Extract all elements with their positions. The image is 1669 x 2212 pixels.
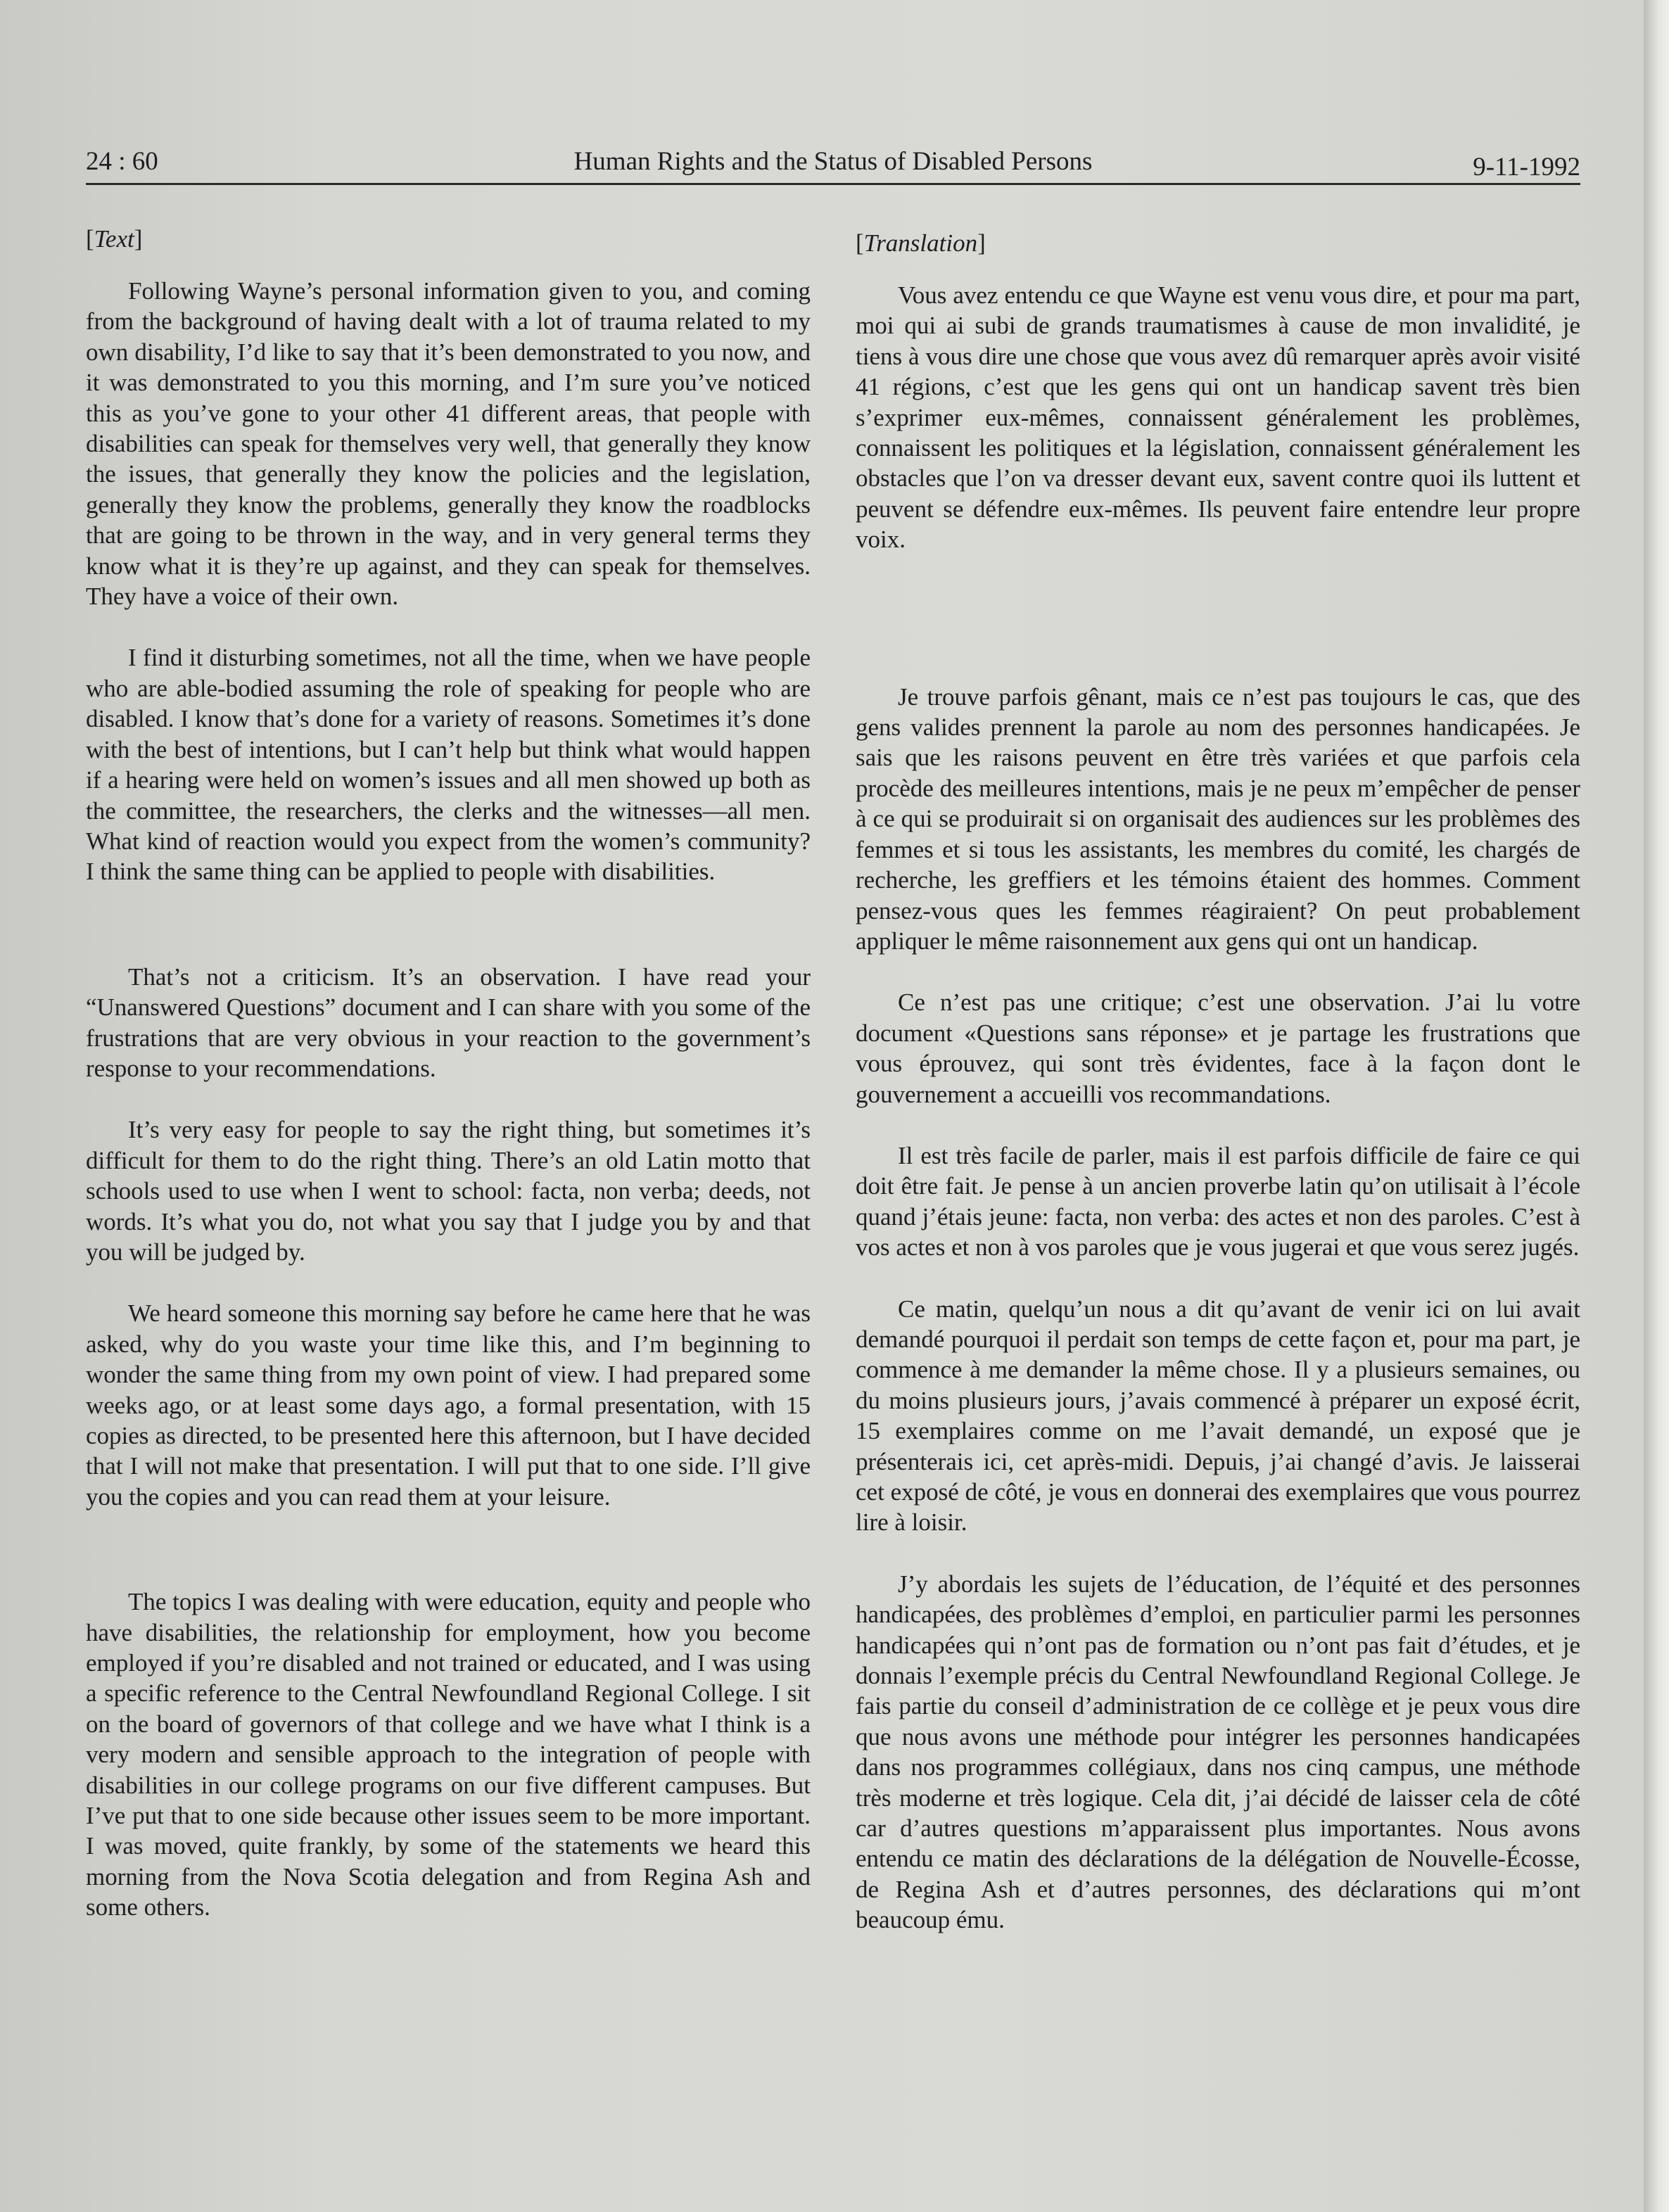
text-paragraph-5: We heard someone this morning say before he came here that he was asked, why do you waste your time like this, and I’m beginning to wonder the same thing from my own point of view. I had prepared some weeks ago, or at least some days ago, a formal presentation, with 15 copies as directed, to be presented here this afternoon, but I have decided that I will not make that presentation. I will put that to one side. I’ll give you the copies and you can read them at your leisure. (86, 1299, 811, 1511)
text-paragraph-1: Following Wayne’s personal information given to you, and coming from the background of having dealt with a lot of trauma related to my own disability, I’d like to say that it’s been demonstrated to you now, and it was demonstrated to you this morning, and I’m sure you’ve noticed this as you’ve gone to your other 41 different areas, that people with disabilities can speak for themselves very well, that generally they know the issues, that generally they know the policies and the legislation, generally they know the problems, generally they know the roadblocks that are going to be thrown in the way, and in very general terms they know what it is they’re up against, and they can speak for themselves. They have a voice of their own. (86, 277, 811, 611)
text-paragraph-3: That’s not a criticism. It’s an observation. I have read your “Unanswered Questions” document and I can share with you some of the frustrations that are very obvious in your reaction to the government’s response to your recommendations. (86, 962, 811, 1082)
column-label-text: [Text] (86, 225, 143, 253)
translation-paragraph-1: Vous avez entendu ce que Wayne est venu vous dire, et pour ma part, moi qui ai subi de grands traumatismes à cause de mon invalidité, je tiens à vous dire une chose que vous avez dû remarquer après avoir visité 41 régions, c’est que les gens qui ont un handicap savent très bien s’exprimer eux-mêmes, connaissent généralement les problèmes, connaissent les politiques et la législation, connaissent généralement les obstacles que l’on va dresser devant eux, savent contre quoi ils luttent et peuvent se défendre eux-mêmes. Ils peuvent faire entendre leur propre voix. (856, 281, 1580, 554)
translation-paragraph-5: Ce matin, quelqu’un nous a dit qu’avant de venir ici on lui avait demandé pourquoi il perdait son temps de cette façon et, pour ma part, je commence à me demander la même chose. Il y a plusieurs semaines, ou du moins plusieurs jours, j’avais commencé à préparer un exposé écrit, 15 exemplaires comme on me l’avait demandé, un exposé que je présenterais ici, cet après-midi. Depuis, j’ai changé d’avis. Je laisserai cet exposé de côté, je vous en donnerai des exemplaires que vous pourrez lire à loisir. (856, 1295, 1580, 1537)
column-translation (856, 224, 1580, 1936)
translation-paragraph-3: Ce n’est pas une critique; c’est une observation. J’ai lu votre document «Questions sans réponse» et je partage les frustrations que vous éprouvez, qui sont très évidentes, face à la façon dont le gouvernement a accueilli vos recommandations. (856, 989, 1580, 1108)
running-header (86, 144, 1580, 185)
header-title: Human Rights and the Status of Disabled Persons (573, 147, 1093, 176)
column-label-translation: [Translation] (856, 229, 986, 257)
column-text (86, 224, 811, 1923)
text-paragraph-4: It’s very easy for people to say the right thing, but sometimes it’s difficult for them to do the right thing. There’s an old Latin motto that schools used to use when I went to school: facta, non verba; deeds, not words. It’s what you do, not what you say that I judge you by and that you will be judged by. (86, 1116, 811, 1266)
translation-paragraph-6: J’y abordais les sujets de l’éducation, de l’équité et des personnes handicapées, des problèmes d’emploi, en particulier parmi les personnes handicapées qui n’ont pas de formation ou n’ont pas fait d’études, et je donnais l’exemple précis du Central Newfoundland Regional College. Je fais partie du conseil d’administration de ce collège et je peux vous dire que nous avons une méthode pour intégrer les personnes handicapées dans nos programmes collégiaux, dans nos cinq campus, une méthode très moderne et très logique. Cela dit, j’ai décidé de laisser cela de côté car d’autres questions m’apparaissent plus importantes. Nous avons entendu ce matin des déclarations de la délégation de Nouvelle-Écosse, de Regina Ash et d’autres personnes, des déclarations qui m’ont beaucoup ému. (856, 1570, 1580, 1934)
text-paragraph-6: The topics I was dealing with were education, equity and people who have disabilities, the relationship for employment, how you become employed if you’re disabled and not trained or educated, and I was using a specific reference to the Central Newfoundland Regional College. I sit on the board of governors of that college and we have what I think is a very modern and sensible approach to the integration of people with disabilities in our college programs on our five different campuses. But I’ve put that to one side because other issues seem to be more important. I was moved, quite frankly, by some of the statements we heard this morning from the Nova Scotia delegation and from Regina Ash and some others. (86, 1588, 811, 1921)
text-paragraph-2: I find it disturbing sometimes, not all the time, when we have people who are able-bodied assuming the role of speaking for people who are disabled. I know that’s done for a variety of reasons. Sometimes it’s done with the best of intentions, but I can’t help but think what would happen if a hearing were held on women’s issues and all men showed up both as the committee, the researchers, the clerks and the witnesses—all men. What kind of reaction would you expect from the women’s community? I think the same thing can be applied to people with disabilities. (86, 644, 811, 886)
translation-paragraph-4: Il est très facile de parler, mais il est parfois difficile de faire ce qui doit être fait. Je pense à un ancien proverbe latin qu’on utilisait à l’école quand j’étais jeune: facta, non verba: des actes et non des paroles. C’est à vos actes et non à vos paroles que je vous jugerai et que vous serez jugés. (856, 1141, 1580, 1261)
page-edge (1644, 0, 1669, 2212)
header-page-ref: 24 : 60 (86, 147, 158, 176)
translation-paragraph-2: Je trouve parfois gênant, mais ce n’est pas toujours le cas, que des gens valides prennent la parole au nom des personnes handicapées. Je sais que les raisons peuvent en être très variées et que parfois cela procède des meilleures intentions, mais je ne peux m’empêcher de penser à ce qui se produirait si on organisait des audiences sur les problèmes des femmes et si tous les assistants, les membres du comité, les chargés de recherche, les greffiers et les témoins étaient des hommes. Comment pensez-vous ques les femmes réagiraient? On peut probablement appliquer le même raisonnement aux gens qui ont un handicap. (856, 682, 1580, 955)
header-date: 9-11-1992 (1473, 153, 1580, 182)
